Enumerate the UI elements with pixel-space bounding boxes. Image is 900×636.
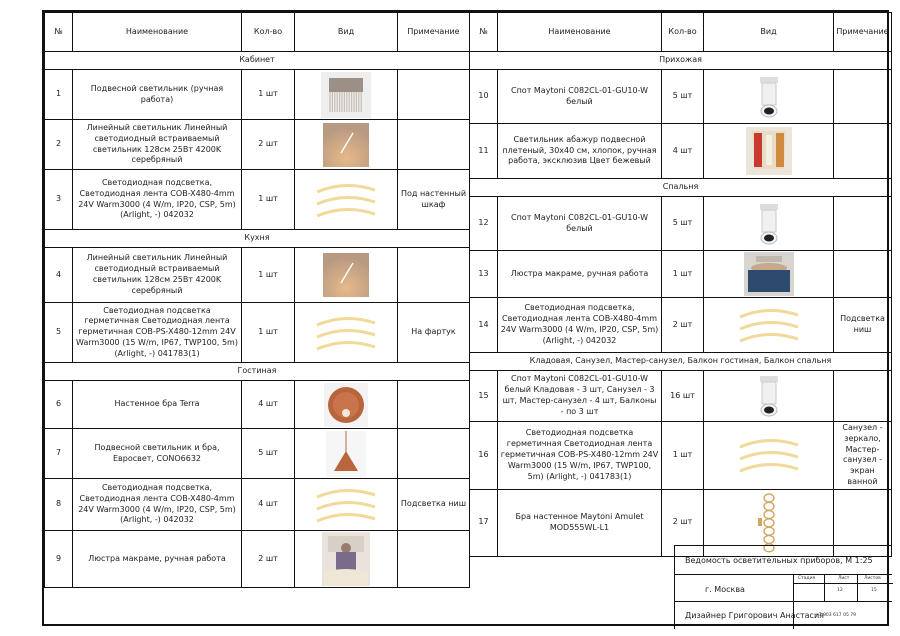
section-title: Кладовая, Санузел, Мастер-санузел, Балкон гостиная, Балкон спальня [470,353,892,371]
section-title: Спальня [470,179,892,197]
item-view [295,248,398,303]
item-note [398,70,470,120]
led-strip-image [315,481,377,529]
item-note [398,381,470,429]
item-note [834,197,892,251]
item-view [295,170,398,230]
item-name: Спот Maytoni C082CL-01-GU10-W белый [498,197,662,251]
item-quantity: 2 шт [242,531,295,588]
item-note [398,120,470,170]
fixture-row [470,422,892,490]
item-name: Спот Maytoni C082CL-01-GU10-W белый Кладовая - 3 шт, Санузел - 3 шт, Мастер-санузел - 4 шт, Балконы - по 3 шт [498,371,662,422]
phone: +7 903 617 05 79 [815,613,856,618]
item-number: 17 [470,489,498,556]
item-quantity: 1 шт [662,251,704,298]
item-name: Линейный светильник Линейный светодиодный встраиваемый светильник 128см 25Вт 4200K серебряный [73,120,242,170]
item-view [704,422,834,490]
item-number: 16 [470,422,498,490]
section-row [45,52,470,70]
fixture-row [470,124,892,179]
item-quantity: 5 шт [662,197,704,251]
spot-image [752,200,786,248]
sheets-label: Листов [864,576,881,581]
sheet-label: Лист [838,576,850,581]
item-number: 7 [45,429,73,479]
fixture-row [470,371,892,422]
item-name: Спот Maytoni C082CL-01-GU10-W белый [498,70,662,124]
fixture-row [45,479,470,531]
item-name: Подвесной светильник и бра, Евросвет, CONO6632 [73,429,242,479]
section-title: Кабинет [45,52,470,70]
item-view [704,124,834,179]
led-strip-image [315,176,377,224]
item-name: Светильник абажур подвесной плетеный, 30х40 см, хлопок, ручная работа, эксклюзив Цвет бежевый [498,124,662,179]
section-title: Кухня [45,230,470,248]
item-name: Люстра макраме, ручная работа [73,531,242,588]
led-strip-image [738,301,800,349]
header-num: № [45,13,73,52]
section-row [470,52,892,70]
item-note [398,429,470,479]
item-view [295,303,398,363]
fixtures-table-right [469,12,892,557]
item-name: Подвесной светильник (ручная работа) [73,70,242,120]
title-block-title-row [675,546,892,575]
fixture-row [45,303,470,363]
item-number: 12 [470,197,498,251]
fixture-row [45,429,470,479]
item-number: 5 [45,303,73,363]
item-number: 10 [470,70,498,124]
terra-sconce-image [324,383,368,427]
item-name: Светодиодная подсветка герметичная Светодиодная лента герметичная COB-PS-X480-12mm 24V Warm3000 (15 W/m, IP67, TWP100, 5m) (Arlight, -) 041783(1) [498,422,662,490]
header-num: № [470,13,498,52]
item-quantity: 5 шт [242,429,295,479]
fixture-row [45,531,470,588]
header-qty: Кол-во [242,13,295,52]
header-name: Наименование [498,13,662,52]
sheets-total: 15 [871,588,877,593]
header-row [45,13,470,52]
header-row [470,13,892,52]
spec-sheet [42,10,889,626]
section-title: Прихожая [470,52,892,70]
item-quantity: 1 шт [242,70,295,120]
item-view [704,197,834,251]
fixture-row [470,298,892,353]
item-number: 2 [45,120,73,170]
header-view: Вид [295,13,398,52]
item-name: Бра настенное Maytoni Amulet MOD555WL-L1 [498,489,662,556]
section-row [45,363,470,381]
fixture-row [45,381,470,429]
title-block [674,545,892,629]
item-name: Светодиодная подсветка, Светодиодная лента COB-X480-4mm 24V Warm3000 (4 W/m, IP20, CSP, 5m) (Arlight, -) 042032 [73,170,242,230]
item-view [704,298,834,353]
item-quantity: 2 шт [242,120,295,170]
led-strip-image [738,431,800,479]
section-row [45,230,470,248]
item-quantity: 1 шт [242,170,295,230]
led-strip-image [315,309,377,357]
item-view [295,531,398,588]
item-number: 13 [470,251,498,298]
item-quantity: 5 шт [662,70,704,124]
header-note: Примечание [834,13,892,52]
item-view [295,429,398,479]
item-note [834,371,892,422]
item-note [398,531,470,588]
item-number: 3 [45,170,73,230]
blue-chandelier-image [744,252,794,296]
item-note: Под настенный шкаф [398,170,470,230]
title-block-designer-row [675,601,892,629]
item-number: 4 [45,248,73,303]
fixture-row [45,170,470,230]
cone-pendant-image [326,431,366,477]
macrame-chandelier-image [322,532,370,586]
header-view: Вид [704,13,834,52]
item-name: Светодиодная подсветка герметичная Светодиодная лента герметичная COB-PS-X480-12mm 24V Warm3000 (15 W/m, IP67, TWP100, 5m) (Arlight, -) 041783(1) [73,303,242,363]
item-quantity: 1 шт [242,303,295,363]
item-quantity: 4 шт [242,479,295,531]
item-view [295,70,398,120]
fixture-row [45,120,470,170]
header-qty: Кол-во [662,13,704,52]
fixture-row [470,251,892,298]
fixture-row [470,70,892,124]
woven-shade-image [746,127,792,175]
sheet-info [793,574,893,601]
header-name: Наименование [73,13,242,52]
item-number: 6 [45,381,73,429]
sheet-number: 12 [837,588,843,593]
section-title: Гостиная [45,363,470,381]
item-quantity: 2 шт [662,298,704,353]
header-note: Примечание [398,13,470,52]
drawing-title: Ведомость осветительных приборов, М 1:25 [685,556,873,565]
item-view [295,479,398,531]
item-quantity: 4 шт [662,124,704,179]
section-row [470,353,892,371]
item-note [834,70,892,124]
item-quantity: 2 шт [662,489,704,556]
stage-label: Стадия [798,576,816,581]
linear-light-image [323,253,369,297]
item-view [704,70,834,124]
item-number: 14 [470,298,498,353]
designer: Дизайнер Григорович Анастасия [685,611,824,620]
linear-light-image [323,123,369,167]
item-note: На фартук [398,303,470,363]
item-number: 9 [45,531,73,588]
city: г. Москва [705,585,745,594]
item-view [704,251,834,298]
item-view [704,371,834,422]
item-number: 15 [470,371,498,422]
spot-image [752,372,786,420]
item-name: Светодиодная подсветка, Светодиодная лента COB-X480-4mm 24V Warm3000 (4 W/m, IP20, CSP, 5m) (Arlight, -) 042032 [73,479,242,531]
item-number: 8 [45,479,73,531]
spot-image [752,73,786,121]
item-name: Настенное бра Terra [73,381,242,429]
item-view [295,120,398,170]
item-name: Люстра макраме, ручная работа [498,251,662,298]
item-note [398,248,470,303]
item-quantity: 16 шт [662,371,704,422]
item-note [834,124,892,179]
fixtures-table-left [44,12,470,588]
item-name: Линейный светильник Линейный светодиодный встраиваемый светильник 128см 25Вт 4200K серебряный [73,248,242,303]
fixture-row [45,70,470,120]
item-note: Подсветка ниш [834,298,892,353]
item-view [295,381,398,429]
item-number: 1 [45,70,73,120]
macrame-pendant-image [321,72,371,118]
item-name: Светодиодная подсветка, Светодиодная лента COB-X480-4mm 24V Warm3000 (4 W/m, IP20, CSP, 5m) (Arlight, -) 042032 [498,298,662,353]
item-quantity: 4 шт [242,381,295,429]
fixture-row [45,248,470,303]
item-quantity: 1 шт [242,248,295,303]
item-number: 11 [470,124,498,179]
item-note: Подсветка ниш [398,479,470,531]
item-note: Санузел - зеркало, Мастер-санузел - экран ванной [834,422,892,490]
fixture-row [470,197,892,251]
item-note [834,251,892,298]
item-quantity: 1 шт [662,422,704,490]
title-block-city-row [675,574,892,602]
section-row [470,179,892,197]
